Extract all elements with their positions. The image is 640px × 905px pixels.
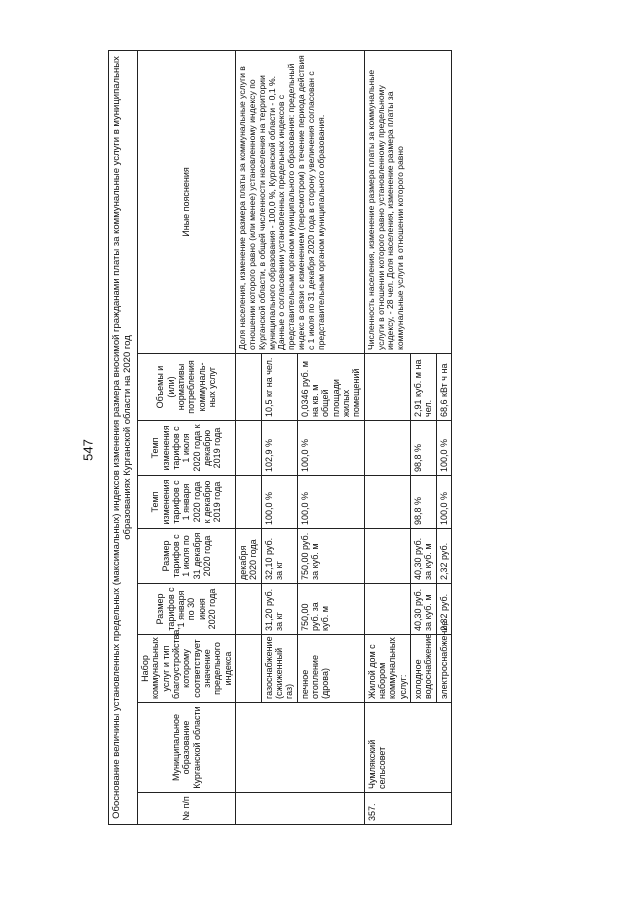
header-municipality: Муниципальное образование Курганской области bbox=[137, 703, 235, 793]
cell-volume: 68,6 кВт ч на bbox=[436, 354, 451, 421]
header-volumes: Объемы и (или) нормативы потребления коммуналь-ных услуг bbox=[137, 354, 235, 421]
cell-volume: 2,91 куб. м на чел. bbox=[411, 354, 437, 421]
cell-empty bbox=[364, 421, 410, 476]
cell-service-empty bbox=[235, 635, 261, 703]
cell-volume: 10,5 кг на чел. bbox=[261, 354, 297, 421]
header-notes: Иные пояснения bbox=[137, 50, 235, 353]
cell-tariff-jan: 750,00 руб. за куб. м bbox=[297, 584, 364, 635]
header-tariff-jul: Размер тарифов с 1 июля по 31 декабря 2020 года bbox=[137, 529, 235, 584]
cell-tariff-jul: 750,00 руб. за куб. м bbox=[297, 529, 364, 584]
header-num: № п/п bbox=[137, 793, 235, 825]
cell-notes-prev: Доля населения, изменение размера платы за коммунальные услуги в отношении которого равно (или менее) установленному индексу по Курганской области, в общей численности населения на территории муниципального образования - 100,0 %, Курганской области - 0,1 %. Данные о согласовании установленных предельных индексов с представительным органом муниципального образования: предельный индекс в связи с изменением (пересмотром) в течение периода действия с 1 июля по 31 декабря 2020 года в сторону увеличения согласован с представительным органом муниципального образования. bbox=[235, 50, 364, 353]
table-title: Обоснование величины установленных предельных (максимальных) индексов изменения размера вносимой гражданами платы за коммунальные услуги в муниципальных образованиях Курганской области на 2020 год bbox=[109, 50, 138, 824]
cell-rate-jul: 98,8 % bbox=[411, 421, 437, 476]
cell-rate-jul: 100,0 % bbox=[297, 421, 364, 476]
cell-tariff-jan: 2,32 руб. bbox=[436, 584, 451, 635]
cell-tariff-jan: 40,30 руб. за куб. м bbox=[411, 584, 437, 635]
header-tariff-jan: Размер тарифов с 1 января по 30 июня 2020 года bbox=[137, 584, 235, 635]
table-row-carry bbox=[235, 50, 261, 824]
cell-empty bbox=[364, 354, 410, 421]
cell-group-357: Жилой дом с набором коммунальных услуг: bbox=[364, 635, 410, 703]
rotated-table-container bbox=[108, 51, 524, 825]
cell-municipality-empty bbox=[235, 703, 364, 793]
cell-tariff-jul: 40,30 руб. за куб. м bbox=[411, 529, 437, 584]
cell-tariff-jul: 32,10 руб. за кг bbox=[261, 529, 297, 584]
cell-tariff-jul-carry: декабря 2020 года bbox=[235, 529, 261, 584]
cell-num-empty bbox=[235, 793, 364, 825]
cell-tariff-jul: 2,32 руб. bbox=[436, 529, 451, 584]
header-rate-jul: Темп изменения тарифов с 1 июля 2020 года к декабрю 2019 года bbox=[137, 421, 235, 476]
cell-empty bbox=[235, 476, 261, 529]
cell-num-357: 357. bbox=[364, 793, 451, 825]
cell-rate-jan: 100,0 % bbox=[297, 476, 364, 529]
tariff-index-table bbox=[108, 50, 452, 825]
cell-rate-jul: 100,0 % bbox=[436, 421, 451, 476]
page-number: 547 bbox=[80, 439, 96, 461]
cell-notes-357: Численность населения, изменение размера платы за коммунальные услуги в отношении которого равно установленному предельному индексу, - 28 чел. Доля населения, изменение размера платы за коммунальные услуги в отношении которого равно bbox=[364, 50, 451, 353]
cell-rate-jan: 100,0 % bbox=[261, 476, 297, 529]
cell-service: газоснабжение (сжиженный газ) bbox=[261, 635, 297, 703]
cell-empty bbox=[235, 584, 261, 635]
header-service: Набор коммунальных услуг и тип благоустройства, которому соответствует значение предельного индекса bbox=[137, 635, 235, 703]
cell-volume: 0,0346 руб. м на кв. м общей площади жилых помещений bbox=[297, 354, 364, 421]
cell-tariff-jan: 31,20 руб. за кг bbox=[261, 584, 297, 635]
cell-empty bbox=[235, 421, 261, 476]
cell-municipality-357: Чумлякский сельсовет bbox=[364, 703, 451, 793]
cell-empty bbox=[364, 529, 410, 584]
header-rate-jan: Темп изменения тарифов с 1 января 2020 года к декабрю 2019 года bbox=[137, 476, 235, 529]
cell-rate-jan: 98,8 % bbox=[411, 476, 437, 529]
cell-empty bbox=[364, 584, 410, 635]
table-title-row bbox=[109, 50, 138, 824]
cell-rate-jul: 102,9 % bbox=[261, 421, 297, 476]
cell-service: печное отопление (дрова) bbox=[297, 635, 364, 703]
header-row bbox=[137, 50, 235, 824]
cell-service: холодное водоснабжение bbox=[411, 635, 437, 703]
cell-service: электроснабжение bbox=[436, 635, 451, 703]
cell-empty bbox=[235, 354, 261, 421]
table-row-357-group bbox=[364, 50, 410, 824]
cell-empty bbox=[364, 476, 410, 529]
cell-rate-jan: 100,0 % bbox=[436, 476, 451, 529]
